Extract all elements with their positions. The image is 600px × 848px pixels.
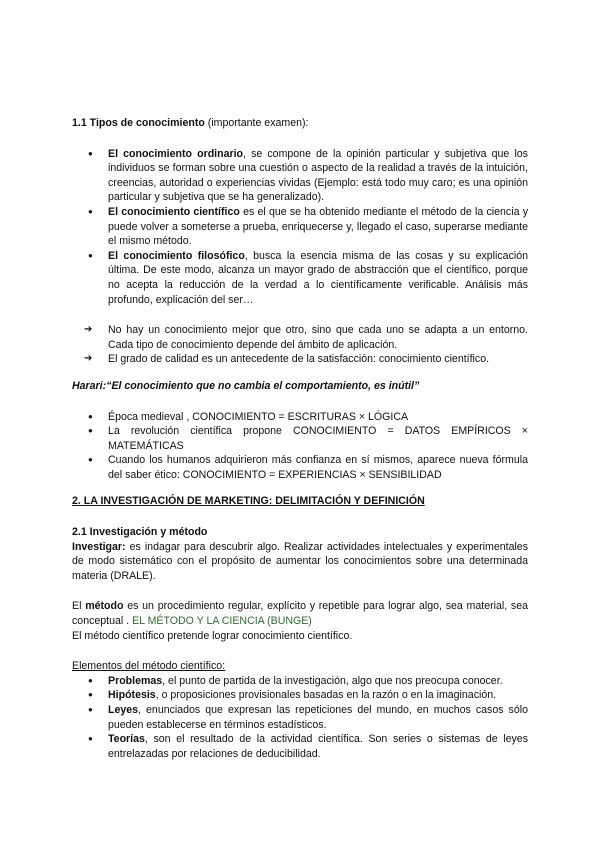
list-item: ● La revolución científica propone CONOCIMIENTO = DATOS EMPÍRICOS × MATEMÁTICAS <box>108 424 528 453</box>
section-2-title: 2. LA INVESTIGACIÓN DE MARKETING: DELIMITACIÓN Y DEFINICIÓN <box>72 495 425 508</box>
item-term: Problemas <box>108 674 163 687</box>
investigar-paragraph <box>72 540 528 584</box>
item-term: El conocimiento filosófico <box>108 249 245 262</box>
item-text: , enunciados que expresan las repeticiones del mundo, en muchos casos sólo pueden establecerse en términos estadísticos. <box>108 704 528 731</box>
metodo-reference: EL MÉTODO Y LA CIENCIA (BUNGE) <box>132 615 312 628</box>
document-content <box>72 116 528 761</box>
list-item <box>108 205 528 249</box>
metodo-pre: El <box>72 600 86 613</box>
list-item <box>108 249 528 307</box>
harari-formulas-list <box>72 410 528 483</box>
item-text: , el punto de partida de la investigación, algo que nos preocupa conocer. <box>162 674 503 687</box>
elementos-title: Elementos del método científico: <box>72 660 226 673</box>
item-term: El conocimiento ordinario <box>108 147 244 160</box>
harari-quote: Harari:“El conocimiento que no cambia el comportamiento, es inútil” <box>72 379 420 392</box>
list-item <box>108 732 528 761</box>
list-item: ● Época medieval , CONOCIMIENTO = ESCRITURAS × LÓGICA <box>108 410 528 425</box>
item-term: Hipótesis <box>108 689 156 702</box>
item-text: , se compone de la opinión particular y subjetiva que los individuos se forman sobre una cuestión o aspecto de la realidad a través de la intuición, creencias, autoridad o experiencias vividas (Ejemplo: está todo muy caro; es una opinión particular y subjetiva que se ha generalizado). <box>108 147 528 204</box>
arrow-item: ➔ No hay un conocimiento mejor que otro, sino que cada uno se adapta a un entorno. Cada tipo de conocimiento depende del ámbito de aplicación. <box>108 323 528 352</box>
item-term: Leyes <box>108 704 139 716</box>
item-text: , son el resultado de la actividad científica. Son series o sistemas de leyes entrelazadas por relaciones de deducibilidad. <box>108 733 528 760</box>
item-term: Teorías <box>108 733 145 746</box>
section-1-1-note: (importante examen): <box>204 117 309 129</box>
section-2-1-title-text: 2.1 Investigación y método <box>72 526 208 539</box>
investigar-text: es indagar para descubrir algo. Realizar actividades intelectuales y experimentales de modo sistemático con el propósito de aumentar los conocimientos sobre una determinada materia (DRALE). <box>72 540 528 582</box>
arrow-notes-list <box>72 323 528 367</box>
item-text: es el que se ha obtenido mediante el método de la ciencia y puede volver a someterse a prueba, enriquecerse y, llegado el caso, superarse mediante el mismo método. <box>108 205 528 248</box>
investigar-term: Investigar: <box>72 540 126 553</box>
item-text: , o proposiciones provisionales basadas en la razón o en la imaginación. <box>155 689 497 702</box>
list-item <box>108 147 528 205</box>
section-2-1-title <box>72 525 528 540</box>
metodo-paragraph <box>72 599 528 628</box>
metodo-text: es un procedimiento regular, explícito y repetible para lograr algo, sea material, sea conceptual . <box>72 600 528 628</box>
elementos-list <box>72 674 528 762</box>
item-text: , busca la esencia misma de las cosas y su explicación última. De este modo, alcanza un mayor grado de abstracción que el científico, porque no acepta la reducción de la verdad a lo científicamente verificable. Análisis más profundo, explicación del ser… <box>108 249 529 306</box>
item-term: El conocimiento científico <box>108 205 240 218</box>
list-item <box>108 674 528 689</box>
metodo-term: método <box>85 600 124 613</box>
list-item <box>108 703 528 732</box>
list-item <box>108 688 528 703</box>
arrow-item: ➔ El grado de calidad es un antecedente de la satisfacción: conocimiento científico. <box>108 352 528 367</box>
metodo-line-2: El método científico pretende lograr conocimiento científico. <box>72 629 353 642</box>
section-1-1-heading <box>72 116 528 131</box>
list-item: ● Cuando los humanos adquirieron más confianza en sí mismos, aparece nueva fórmula del saber ético: CONOCIMIENTO = EXPERIENCIAS × SENSIBILIDAD <box>108 453 528 482</box>
section-1-1-title: 1.1 Tipos de conocimiento <box>72 117 205 129</box>
knowledge-types-list <box>72 147 528 308</box>
